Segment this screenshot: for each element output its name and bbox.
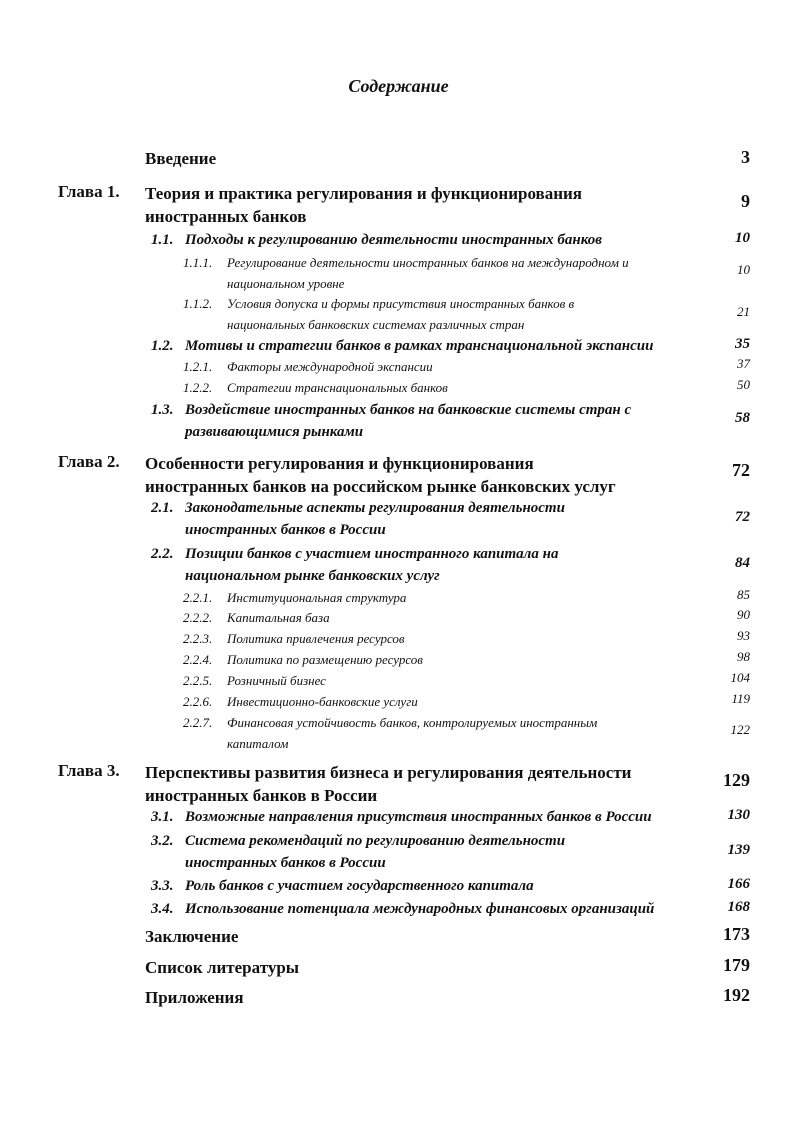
toc-chapter-3[interactable] <box>145 761 700 807</box>
section-1-1-1-page: 10 <box>737 262 750 277</box>
section-title: Инвестиционно-банковские услуги <box>227 694 418 709</box>
chapter-2-title-line-2: иностранных банков на российском рынке банковских услуг <box>145 477 616 496</box>
toc-conclusion[interactable]: Заключение <box>145 927 239 946</box>
chapter-3-title-line-1: Перспективы развития бизнеса и регулирования деятельности <box>145 763 632 782</box>
section-title-line-2: национальных банковских системах различных стран <box>227 317 525 332</box>
toc-section-2-2[interactable] <box>151 543 711 587</box>
section-number: 1.2.2. <box>183 380 213 395</box>
section-number: 2.2.3. <box>183 631 213 646</box>
section-title: Стратегии транснациональных банков <box>227 380 448 395</box>
section-2-2-page: 84 <box>735 555 750 571</box>
section-title-line-2: развивающимися рынками <box>185 424 364 440</box>
section-title-line-1: Финансовая устойчивость банков, контролируемых иностранным <box>227 715 598 730</box>
section-number: 1.1.1. <box>183 255 213 270</box>
toc-section-3-3[interactable] <box>151 875 711 897</box>
section-2-2-4-page: 98 <box>737 649 750 664</box>
section-3-4-page: 168 <box>727 899 750 915</box>
section-number: 3.1. <box>151 809 174 825</box>
section-title: Политика по размещению ресурсов <box>227 652 423 667</box>
section-2-2-3-page: 93 <box>737 628 750 643</box>
section-title-line-1: Условия допуска и формы присутствия иностранных банков в <box>227 296 575 311</box>
section-2-1-page: 72 <box>735 509 750 525</box>
toc-section-2-1[interactable] <box>151 497 711 541</box>
toc-section-2-2-4[interactable] <box>183 649 703 670</box>
section-title: Использование потенциала международных финансовых организаций <box>185 901 655 917</box>
toc-appendices[interactable]: Приложения <box>145 988 244 1007</box>
section-title: Розничный бизнес <box>227 673 326 688</box>
section-number: 3.2. <box>151 833 174 849</box>
chapter-1-label: Глава 1. <box>58 182 120 201</box>
toc-chapter-1[interactable] <box>145 182 700 228</box>
section-title: Роль банков с участием государственного капитала <box>185 878 534 894</box>
section-number: 3.4. <box>151 901 174 917</box>
chapter-3-page: 129 <box>723 770 750 790</box>
section-title: Политика привлечения ресурсов <box>227 631 405 646</box>
section-title: Возможные направления присутствия иностранных банков в России <box>185 809 652 825</box>
section-number: 2.2.4. <box>183 652 213 667</box>
section-2-2-5-page: 104 <box>730 670 750 685</box>
chapter-1-title-line-2: иностранных банков <box>145 207 307 226</box>
toc-section-2-2-7[interactable] <box>183 712 703 754</box>
section-1-2-1-page: 37 <box>737 356 750 371</box>
section-number: 2.2.2. <box>183 610 213 625</box>
section-title-line-1: Воздействие иностранных банков на банковские системы стран с <box>185 402 632 418</box>
section-1-1-page: 10 <box>735 230 750 246</box>
section-number: 2.1. <box>151 500 174 516</box>
section-2-2-2-page: 90 <box>737 607 750 622</box>
toc-section-2-2-6[interactable] <box>183 691 703 712</box>
toc-section-1-2-2[interactable] <box>183 377 703 398</box>
section-title: Институциональная структура <box>227 590 407 605</box>
section-title: Факторы международной экспансии <box>227 359 433 374</box>
chapter-3-title-line-2: иностранных банков в России <box>145 786 378 805</box>
section-title-line-2: капиталом <box>227 736 289 751</box>
toc-references-page: 179 <box>723 955 750 975</box>
chapter-2-title-line-1: Особенности регулирования и функционирования <box>145 454 534 473</box>
toc-intro-page: 3 <box>741 147 750 167</box>
section-2-2-1-page: 85 <box>737 587 750 602</box>
section-number: 1.2. <box>151 338 174 354</box>
section-number: 2.2.6. <box>183 694 213 709</box>
section-3-1-page: 130 <box>727 807 750 823</box>
toc-section-1-2[interactable] <box>151 335 711 357</box>
section-title-line-2: национальном рынке банковских услуг <box>185 568 440 584</box>
toc-section-1-1[interactable] <box>151 229 711 251</box>
toc-section-1-1-1[interactable] <box>183 252 703 294</box>
chapter-2-page: 72 <box>732 460 750 480</box>
section-title-line-1: Позиции банков с участием иностранного капитала на <box>185 546 559 562</box>
section-number: 1.1. <box>151 232 174 248</box>
section-number: 2.2.5. <box>183 673 213 688</box>
section-number: 2.2. <box>151 546 174 562</box>
section-number: 3.3. <box>151 878 174 894</box>
section-title-line-1: Законодательные аспекты регулирования деятельности <box>185 500 565 516</box>
toc-section-1-3[interactable] <box>151 399 711 443</box>
section-number: 2.2.1. <box>183 590 213 605</box>
section-number: 1.3. <box>151 402 174 418</box>
section-number: 1.2.1. <box>183 359 213 374</box>
chapter-1-title-line-1: Теория и практика регулирования и функционирования <box>145 184 582 203</box>
section-2-2-6-page: 119 <box>731 691 750 706</box>
toc-section-1-1-2[interactable] <box>183 293 703 335</box>
toc-conclusion-page: 173 <box>723 924 750 944</box>
toc-references[interactable]: Список литературы <box>145 958 300 977</box>
section-title-line-1: Регулирование деятельности иностранных банков на международном и <box>227 255 629 270</box>
section-title: Капитальная база <box>227 610 330 625</box>
section-title: Мотивы и стратегии банков в рамках транснациональной экспансии <box>185 338 654 354</box>
toc-section-1-2-1[interactable] <box>183 356 703 377</box>
section-title-line-2: иностранных банков в России <box>185 855 386 871</box>
chapter-2-label: Глава 2. <box>58 452 120 471</box>
section-number: 1.1.2. <box>183 296 213 311</box>
toc-section-3-2[interactable] <box>151 830 711 874</box>
section-2-2-7-page: 122 <box>730 722 750 737</box>
section-title-line-2: иностранных банков в России <box>185 522 386 538</box>
section-3-2-page: 139 <box>727 842 750 858</box>
toc-section-2-2-2[interactable] <box>183 607 703 628</box>
section-1-2-2-page: 50 <box>737 377 750 392</box>
page-title: Содержание <box>348 76 449 96</box>
section-3-3-page: 166 <box>727 876 750 892</box>
section-1-1-2-page: 21 <box>737 304 750 319</box>
toc-section-3-4[interactable] <box>151 898 711 920</box>
section-title-line-1: Система рекомендаций по регулированию деятельности <box>185 833 566 849</box>
section-1-3-page: 58 <box>735 410 750 426</box>
toc-intro[interactable]: Введение <box>145 149 217 168</box>
toc-chapter-2[interactable] <box>145 452 700 498</box>
toc-appendices-page: 192 <box>723 985 750 1005</box>
toc-section-2-2-5[interactable] <box>183 670 703 691</box>
toc-section-2-2-1[interactable] <box>183 587 703 608</box>
chapter-3-label: Глава 3. <box>58 761 120 780</box>
section-number: 2.2.7. <box>183 715 213 730</box>
section-title: Подходы к регулированию деятельности иностранных банков <box>185 232 602 248</box>
toc-section-2-2-3[interactable] <box>183 628 703 649</box>
section-title-line-2: национальном уровне <box>227 276 345 291</box>
chapter-1-page: 9 <box>741 191 750 211</box>
section-1-2-page: 35 <box>735 336 750 352</box>
toc-section-3-1[interactable] <box>151 806 711 828</box>
